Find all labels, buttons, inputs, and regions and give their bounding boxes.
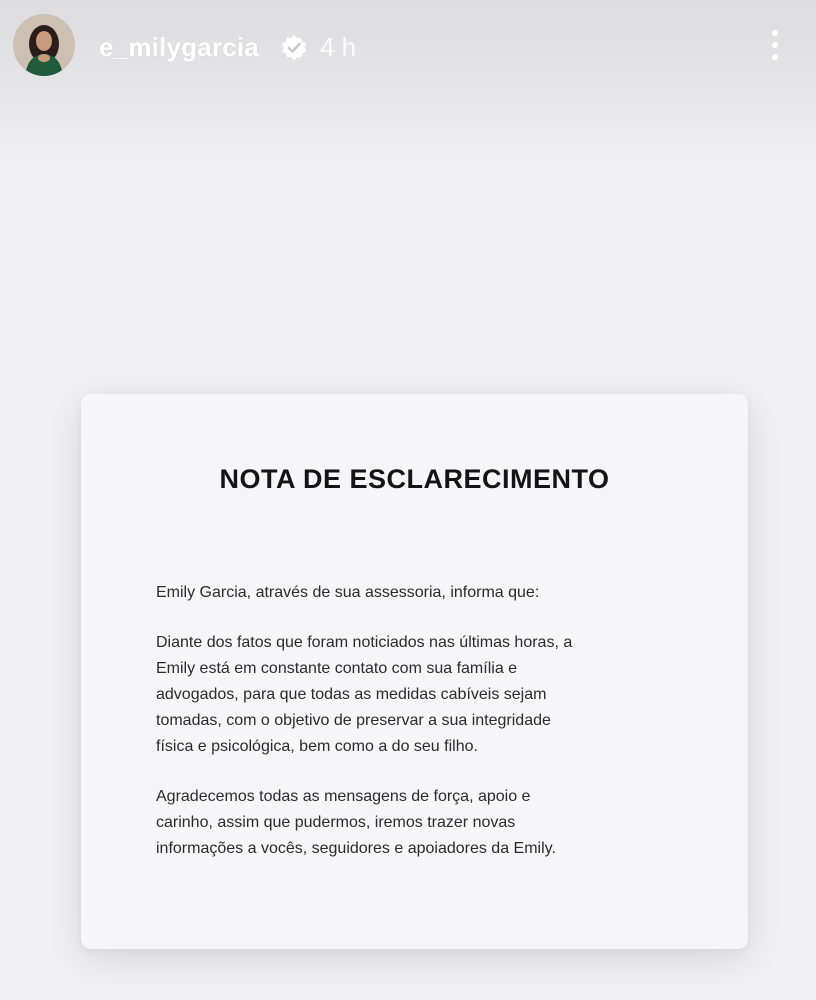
verified-badge-icon <box>280 34 308 62</box>
note-paragraph-2 <box>156 784 716 862</box>
note-paragraph-1-line: advogados, para que todas as medidas cabíveis sejam <box>156 686 547 703</box>
note-paragraph-2-line: carinho, assim que pudermos, iremos trazer novas <box>156 814 516 831</box>
story-header <box>0 0 816 160</box>
clarification-note-card <box>81 394 748 949</box>
story-time-ago: 4 h <box>320 32 357 62</box>
username[interactable]: e_milygarcia <box>99 32 259 62</box>
avatar-image <box>13 14 75 76</box>
note-paragraph-1 <box>156 630 716 760</box>
note-paragraph-1-line: Emily está em constante contato com sua família e <box>156 660 518 677</box>
note-paragraph-1-line: Diante dos fatos que foram noticiados nas últimas horas, a <box>156 634 573 651</box>
more-vertical-icon[interactable] <box>760 26 790 66</box>
note-paragraph-1-line: tomadas, com o objetivo de preservar a sua integridade <box>156 712 551 729</box>
note-paragraph-1-line: física e psicológica, bem como a do seu filho. <box>156 738 478 755</box>
note-intro: Emily Garcia, através de sua assessoria, informa que: <box>156 584 540 601</box>
note-body <box>156 580 716 886</box>
note-paragraph-2-line: Agradecemos todas as mensagens de força, apoio e <box>156 788 531 805</box>
note-paragraph-2-line: informações a vocês, seguidores e apoiadores da Emily. <box>156 840 556 857</box>
avatar[interactable] <box>13 14 75 76</box>
note-title: NOTA DE ESCLARECIMENTO <box>219 464 610 494</box>
